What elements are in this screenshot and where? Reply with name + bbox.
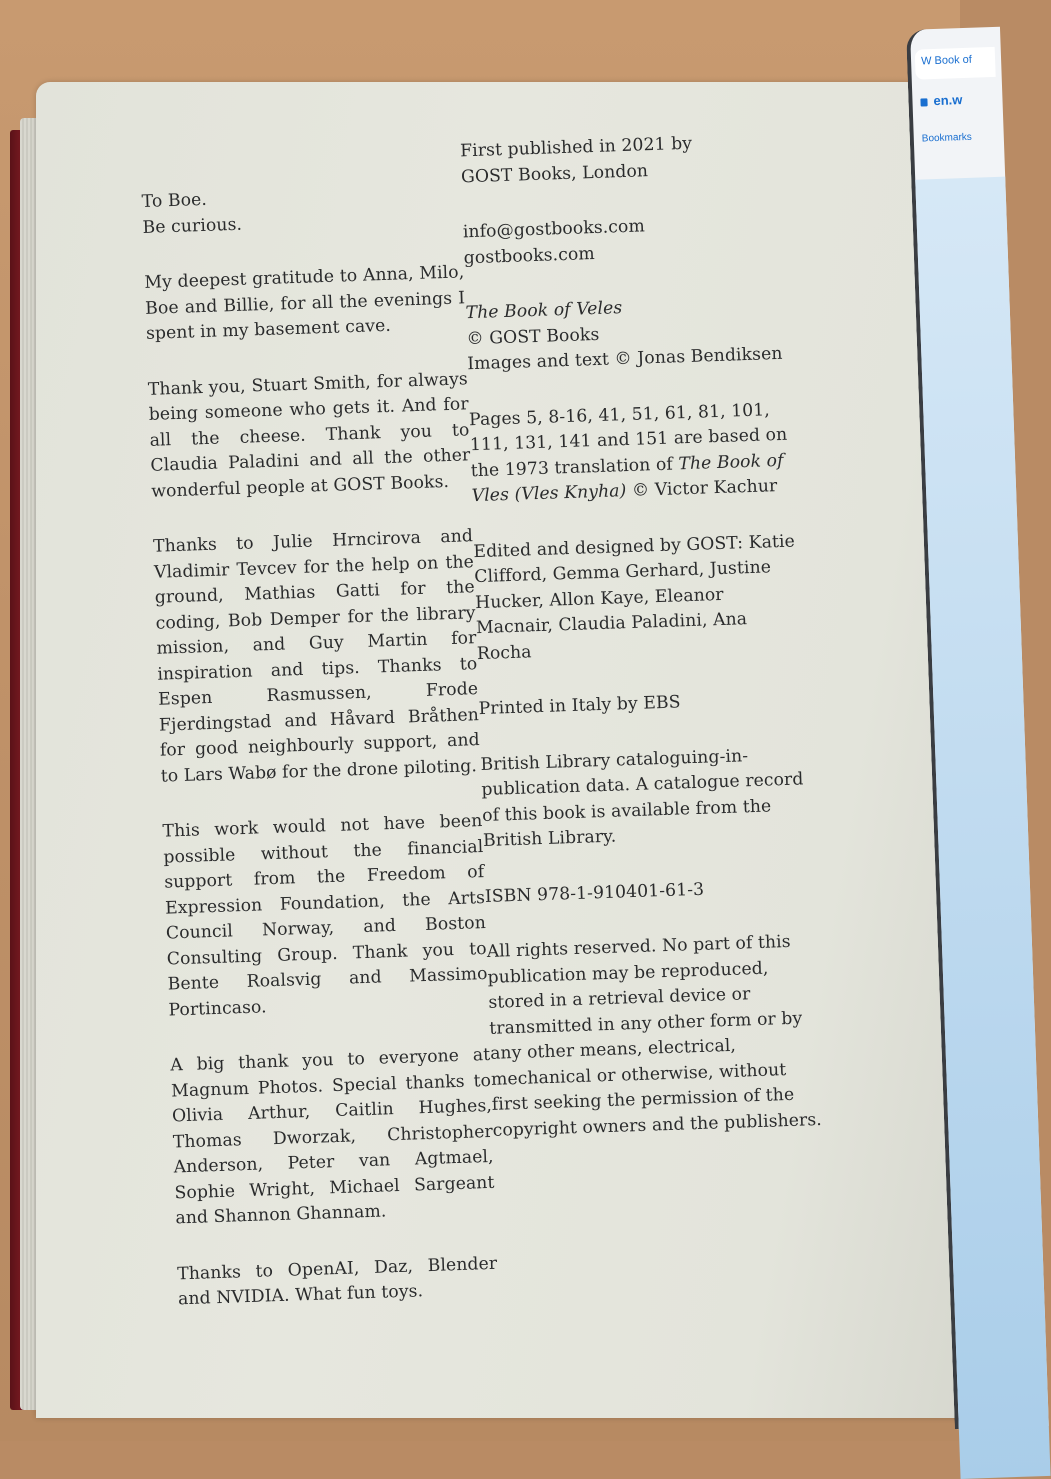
browser-url[interactable] <box>920 92 962 108</box>
browser-tab-title: Book of <box>934 53 973 68</box>
title-block <box>465 290 797 377</box>
edited-by: Edited and designed by GOST: Katie Clifford, Gemma Gerhard, Justine Hucker, Allon Kaye, Eleanor Macnair, Claudia Paladini, Ana Rocha <box>473 531 796 664</box>
wikipedia-icon: W <box>920 55 932 68</box>
left-column <box>141 179 499 1342</box>
right-column <box>460 128 824 1173</box>
printed-by: Printed in Italy by EBS <box>478 692 681 720</box>
publication-line: GOST Books, London <box>460 160 649 187</box>
source-title: The Book of Vles <box>471 450 784 507</box>
publication-info <box>460 128 792 190</box>
isbn: ISBN 978-1-910401-61-3 <box>484 879 705 907</box>
browser-url-text: en.w <box>933 92 963 109</box>
publisher-copyright: © GOST Books <box>466 324 600 349</box>
dedication <box>141 179 463 241</box>
acknowledgement-paragraph: Thank you, Stuart Smith, for always being someone who gets it. And for all the cheese. Thank you to Claudia Paladini and all the other wonderful people at GOST Books. <box>147 368 471 502</box>
pages-note <box>469 397 802 510</box>
acknowledgement-paragraph: This work would not have been possible without the financial support from the Freedom of Expression Foundation, the Arts Council Norway, and Boston Consulting Group. Thank you to Bente Roalsvig and Massimo Portincaso. <box>162 811 488 1021</box>
browser-tab[interactable] <box>915 47 996 80</box>
acknowledgement-paragraph: A big thank you to everyone at Magnum Photos. Special thanks to Olivia Arthur, Caitlin Hughes, Thomas Dworzak, Christopher Anderson, Peter van Agtmael, Sophie Wright, Michael Sargeant and Shannon Ghannam. <box>170 1044 495 1229</box>
translator-copyright: © Victor Kachur <box>626 476 778 502</box>
rights-notice: All rights reserved. No part of this publication may be reproduced, stored in a retrieval device or transmitted in any other form or by any other means, electrical, mechanical or otherwise, without first seeking the permission of the copyright owners and the publishers. <box>486 931 823 1141</box>
book-title: The Book of Veles <box>465 298 623 324</box>
contact-info <box>463 209 795 271</box>
bookmarks-label[interactable]: Bookmarks <box>921 131 972 145</box>
acknowledgement-paragraph: My deepest gratitude to Anna, Milo, Boe and Billie, for all the evenings I spent in my basement cave. <box>144 262 466 344</box>
dedication-line: Be curious. <box>142 214 243 238</box>
website-text: gostbooks.com <box>463 243 596 268</box>
acknowledgement-paragraph: Thanks to OpenAI, Daz, Blender and NVIDIA. What fun toys. <box>176 1253 498 1310</box>
author-copyright: Images and text © Jonas Bendiksen <box>466 343 783 375</box>
lock-icon <box>920 98 927 106</box>
page-text <box>140 127 875 1310</box>
source-subtitle: (Vles Knyha) <box>514 481 627 505</box>
pages-note-text: Pages 5, 8-16, 41, 51, 61, 81, 101, 111, 131, 141 and 151 are based on the 1973 translation of <box>468 399 788 481</box>
publication-line: First published in 2021 by <box>459 133 693 162</box>
cataloguing-note: British Library cataloguing-in-publication data. A catalogue record of this book is available from the British Library. <box>480 745 804 851</box>
email-text: info@gostbooks.com <box>462 216 646 243</box>
acknowledgement-paragraph: Thanks to Julie Hrncirova and Vladimir Tevcev for the help on the ground, Mathias Gatti for the coding, Bob Demper for the library mission, and Guy Martin for inspiration and tips. Thanks to Espen Rasmussen, Frode Fjerdingstad and Håvard Bråthen for good neighbourly support, and to Lars Wabø for the drone piloting. <box>152 526 481 787</box>
dedication-line: To Boe. <box>141 189 208 212</box>
